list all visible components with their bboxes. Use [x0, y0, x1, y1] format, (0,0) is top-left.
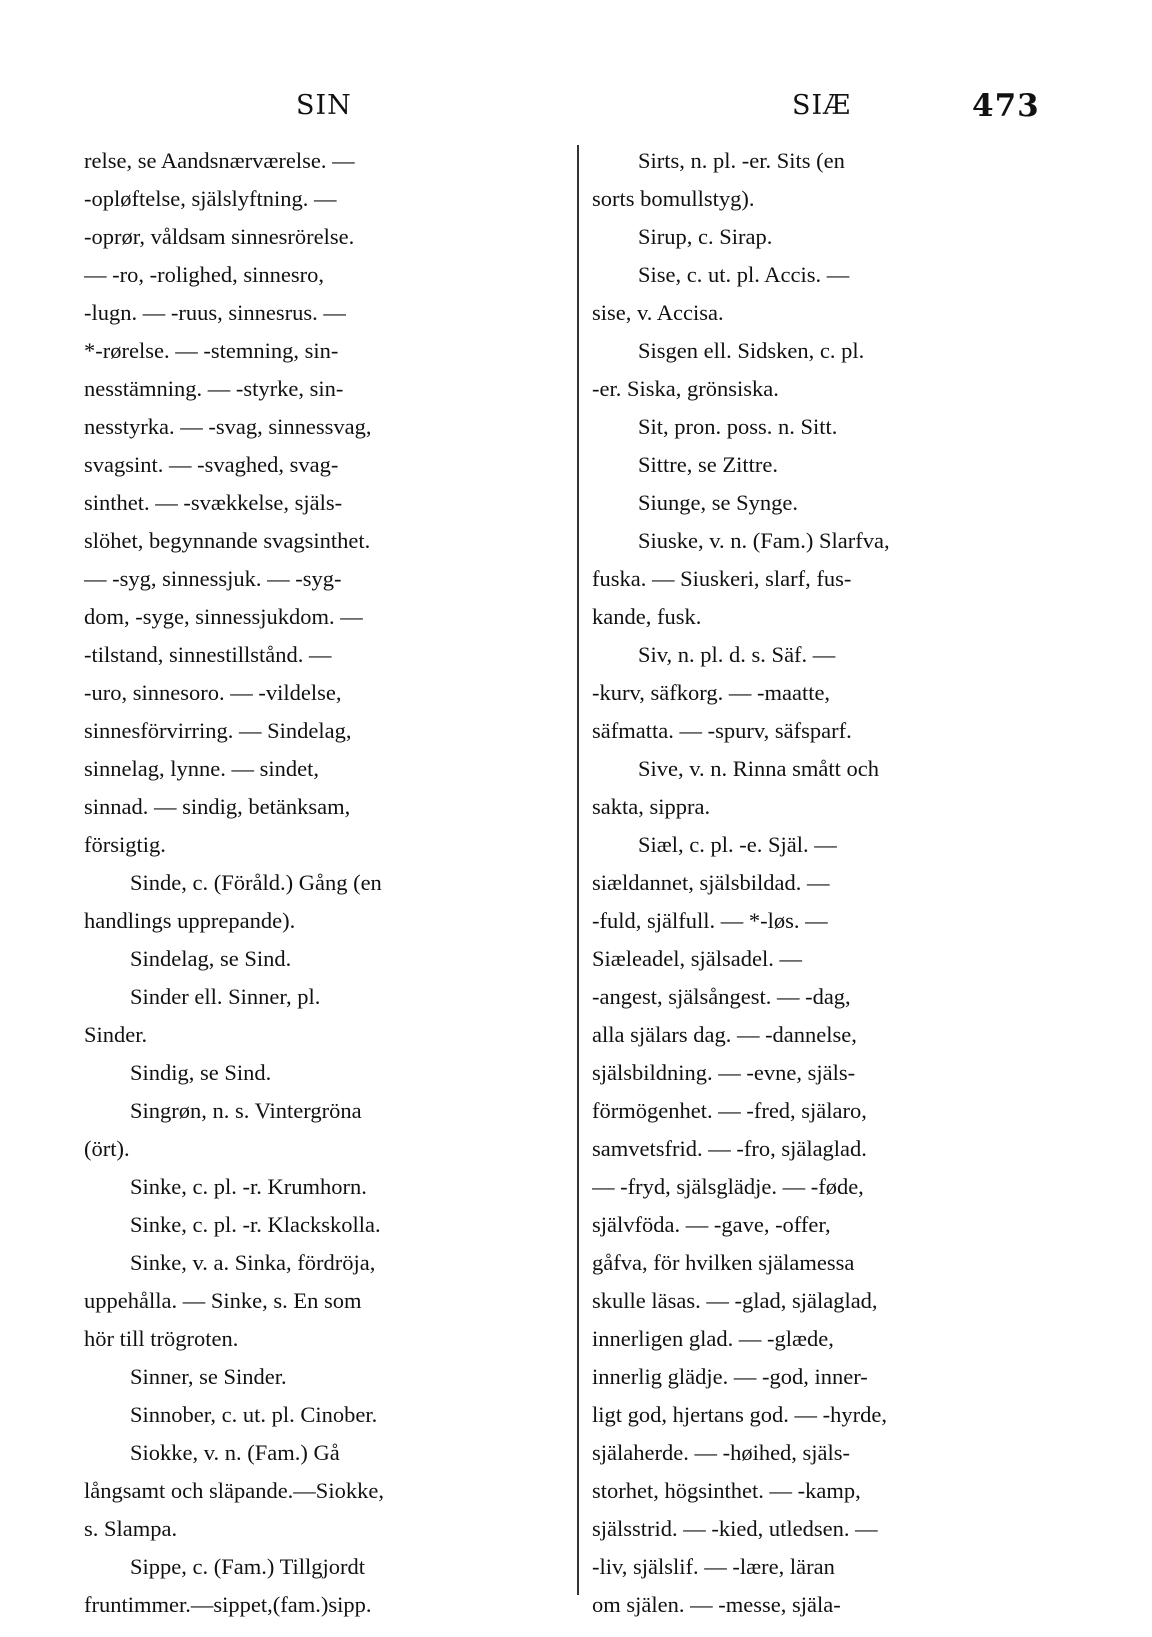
entry-line: förmögenhet. — -fred, själaro, [592, 1098, 867, 1123]
entry-line: innerlig glädje. — -god, inner- [592, 1364, 868, 1389]
entry-line: -opløftelse, själslyftning. — [84, 186, 337, 211]
entry-line: självföda. — -gave, -offer, [592, 1212, 831, 1237]
entry-line: sinthet. — -svækkelse, själs- [84, 490, 343, 515]
entry-line: Sinke, c. pl. -r. Krumhorn. [130, 1174, 367, 1199]
entry-line: siældannet, själsbildad. — [592, 870, 830, 895]
entry-line: -kurv, säfkorg. — -maatte, [592, 680, 831, 705]
entry-line: Siuske, v. n. (Fam.) Slarfva, [638, 528, 890, 553]
right-guide-word: SIÆ [792, 90, 852, 121]
entry-line: Siunge, se Synge. [638, 490, 798, 515]
entry-line: Sinde, c. (Föråld.) Gång (en [130, 870, 382, 895]
entry-line: alla själars dag. — -dannelse, [592, 1022, 857, 1047]
page-number: 473 [972, 88, 1040, 124]
entry-line: storhet, högsinthet. — -kamp, [592, 1478, 861, 1503]
entry-line: Siokke, v. n. (Fam.) Gå [130, 1440, 340, 1465]
entry-line: (ört). [84, 1136, 130, 1161]
entry-line: Sindig, se Sind. [130, 1060, 272, 1085]
entry-line: nesstyrka. — -svag, sinnessvag, [84, 414, 372, 439]
entry-line: innerligen glad. — -glæde, [592, 1326, 834, 1351]
entry-line: Siæleadel, själsadel. — [592, 946, 802, 971]
entry-line: Sisgen ell. Sidsken, c. pl. [638, 338, 865, 363]
entry-line: -tilstand, sinnestillstånd. — [84, 642, 332, 667]
entry-line: Sirup, c. Sirap. [638, 224, 773, 249]
entry-line: sinnelag, lynne. — sindet, [84, 756, 319, 781]
entry-line: Sippe, c. (Fam.) Tillgjordt [130, 1554, 366, 1579]
left-guide-word: SIN [296, 90, 352, 121]
entry-line: säfmatta. — -spurv, säfsparf. [592, 718, 852, 743]
entry-line: -angest, själsångest. — -dag, [592, 984, 851, 1009]
entry-line: Siæl, c. pl. -e. Själ. — [638, 832, 837, 857]
entry-line: gåfva, för hvilken själamessa [592, 1250, 855, 1275]
entry-line: svagsint. — -svaghed, svag- [84, 452, 339, 477]
column-divider [577, 145, 579, 1595]
entry-line: Sindelag, se Sind. [130, 946, 292, 971]
entry-line: fruntimmer.—sippet,(fam.)sipp. [84, 1592, 372, 1617]
entry-line: Siv, n. pl. d. s. Säf. — [638, 642, 836, 667]
entry-line: samvetsfrid. — -fro, själaglad. [592, 1136, 867, 1161]
entry-line: själaherde. — -høihed, själs- [592, 1440, 851, 1465]
entry-line: *-rørelse. — -stemning, sin- [84, 338, 339, 363]
entry-line: sinnesförvirring. — Sindelag, [84, 718, 352, 743]
entry-line: sorts bomullstyg). [592, 186, 755, 211]
entry-line: Sinder ell. Sinner, pl. [130, 984, 321, 1009]
entry-line: Sinke, v. a. Sinka, fördröja, [130, 1250, 376, 1275]
entry-line: s. Slampa. [84, 1516, 178, 1541]
entry-line: slöhet, begynnande svagsinthet. [84, 528, 371, 553]
entry-line: dom, -syge, sinnessjukdom. — [84, 604, 363, 629]
entry-line: relse, se Aandsnærværelse. — [84, 148, 355, 173]
entry-line: Sinke, c. pl. -r. Klackskolla. [130, 1212, 381, 1237]
entry-line: uppehålla. — Sinke, s. En som [84, 1288, 362, 1313]
entry-line: nesstämning. — -styrke, sin- [84, 376, 344, 401]
entry-line: skulle läsas. — -glad, själaglad, [592, 1288, 878, 1313]
entry-line: handlings upprepande). [84, 908, 296, 933]
entry-line: Sittre, se Zittre. [638, 452, 778, 477]
entry-line: -lugn. — -ruus, sinnesrus. — [84, 300, 346, 325]
entry-line: om själen. — -messe, själa- [592, 1592, 841, 1617]
entry-line: ligt god, hjertans god. — -hyrde, [592, 1402, 887, 1427]
entry-line: Sise, c. ut. pl. Accis. — [638, 262, 850, 287]
entry-line: Sirts, n. pl. -er. Sits (en [638, 148, 845, 173]
entry-line: sakta, sippra. [592, 794, 711, 819]
entry-line: långsamt och släpande.—Siokke, [84, 1478, 384, 1503]
entry-line: fuska. — Siuskeri, slarf, fus- [592, 566, 852, 591]
entry-line: — -fryd, själsglädje. — -føde, [592, 1174, 864, 1199]
entry-line: — -syg, sinnessjuk. — -syg- [84, 566, 342, 591]
entry-line: -fuld, själfull. — *-løs. — [592, 908, 828, 933]
left-column [84, 142, 566, 1624]
entry-line: -oprør, våldsam sinnesrörelse. [84, 224, 355, 249]
entry-line: Sive, v. n. Rinna smått och [638, 756, 880, 781]
entry-line: Sinnober, c. ut. pl. Cinober. [130, 1402, 378, 1427]
entry-line: Sinder. [84, 1022, 148, 1047]
entry-line: -uro, sinnesoro. — -vildelse, [84, 680, 342, 705]
entry-line: kande, fusk. [592, 604, 702, 629]
entry-line: Sinner, se Sinder. [130, 1364, 287, 1389]
entry-line: Singrøn, n. s. Vintergröna [130, 1098, 362, 1123]
entry-line: hör till trögroten. [84, 1326, 239, 1351]
entry-line: Sit, pron. poss. n. Sitt. [638, 414, 838, 439]
entry-line: själsstrid. — -kied, utledsen. — [592, 1516, 878, 1541]
entry-line: -liv, själslif. — -lære, läran [592, 1554, 835, 1579]
entry-line: sise, v. Accisa. [592, 300, 724, 325]
right-column [592, 142, 1062, 1624]
entry-line: försigtig. [84, 832, 166, 857]
entry-line: -er. Siska, grönsiska. [592, 376, 779, 401]
entry-line: sinnad. — sindig, betänksam, [84, 794, 351, 819]
entry-line: — -ro, -rolighed, sinnesro, [84, 262, 324, 287]
entry-line: själsbildning. — -evne, själs- [592, 1060, 856, 1085]
